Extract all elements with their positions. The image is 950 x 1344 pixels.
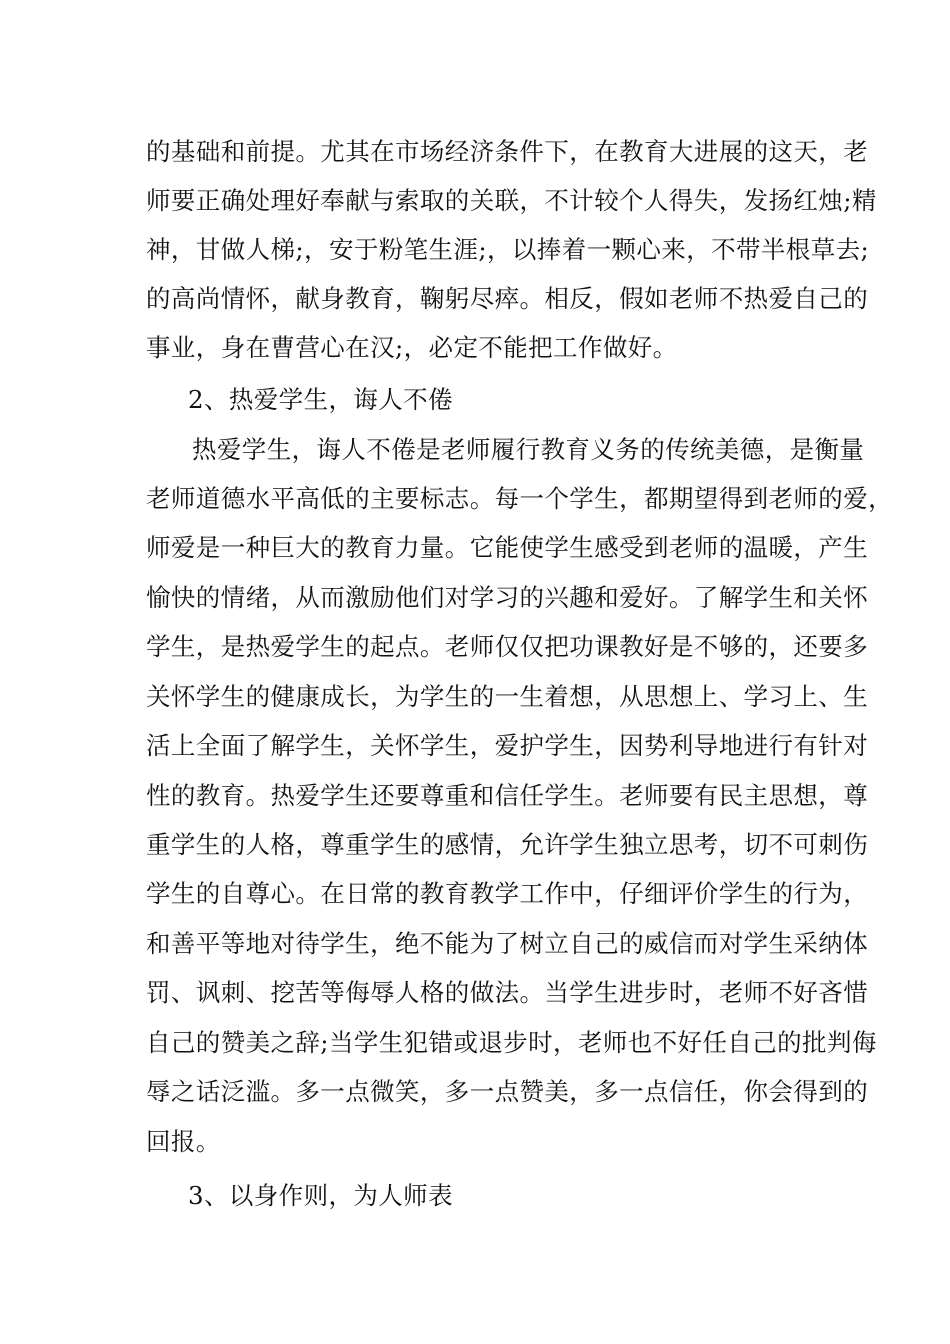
paragraph-2-line-12: 罚、讽刺、挖苦等侮辱人格的做法。当学生进步时，老师不好吝惜 [146,978,869,1007]
paragraph-2-line-9: 重学生的人格，尊重学生的感情，允许学生独立思考，切不可刺伤 [146,830,869,859]
paragraph-1-line-2: 师要正确处理好奉献与索取的关联，不计较个人得失，发扬红烛;精 [146,186,877,215]
paragraph-1-line-4: 的高尚情怀，献身教育，鞠躬尽瘁。相反，假如老师不热爱自己的 [146,284,869,313]
paragraph-2-line-11: 和善平等地对待学生，绝不能为了树立自己的威信而对学生采纳体 [146,929,869,958]
paragraph-2-line-13: 自己的赞美之辞;当学生犯错或退步时，老师也不好任自己的批判侮 [146,1028,877,1057]
paragraph-2-line-8: 性的教育。热爱学生还要尊重和信任学生。老师要有民主思想，尊 [146,781,869,810]
paragraph-2-line-2: 老师道德水平高低的主要标志。每一个学生，都期望得到老师的爱， [146,484,893,513]
paragraph-2-line-14: 辱之话泛滥。多一点微笑，多一点赞美，多一点信任，你会得到的 [146,1077,869,1106]
paragraph-2-line-7: 活上全面了解学生，关怀学生，爱护学生，因势利导地进行有针对 [146,731,869,760]
paragraph-2-line-4: 愉快的情绪，从而激励他们对学习的兴趣和爱好。了解学生和关怀 [146,583,869,612]
paragraph-2-line-5: 学生，是热爱学生的起点。老师仅仅把功课教好是不够的，还要多 [146,632,869,661]
section-heading-2: 2、热爱学生，诲人不倦 [188,385,453,414]
paragraph-2-line-15: 回报。 [146,1127,221,1156]
paragraph-1-line-3: 神，甘做人梯;，安于粉笔生涯;，以捧着一颗心来，不带半根草去; [146,235,870,264]
paragraph-2-line-3: 师爱是一种巨大的教育力量。它能使学生感受到老师的温暖，产生 [146,533,869,562]
paragraph-1-line-5: 事业，身在曹营心在汉;，必定不能把工作做好。 [146,333,678,362]
paragraph-2-line-10: 学生的自尊心。在日常的教育教学工作中，仔细评价学生的行为， [146,879,869,908]
paragraph-1-line-1: 的基础和前提。尤其在市场经济条件下，在教育大进展的这天，老 [146,137,869,166]
paragraph-2-line-1: 热爱学生，诲人不倦是老师履行教育义务的传统美德，是衡量 [192,435,865,464]
section-heading-3: 3、以身作则，为人师表 [188,1181,453,1210]
paragraph-2-line-6: 关怀学生的健康成长，为学生的一生着想，从思想上、学习上、生 [146,682,869,711]
